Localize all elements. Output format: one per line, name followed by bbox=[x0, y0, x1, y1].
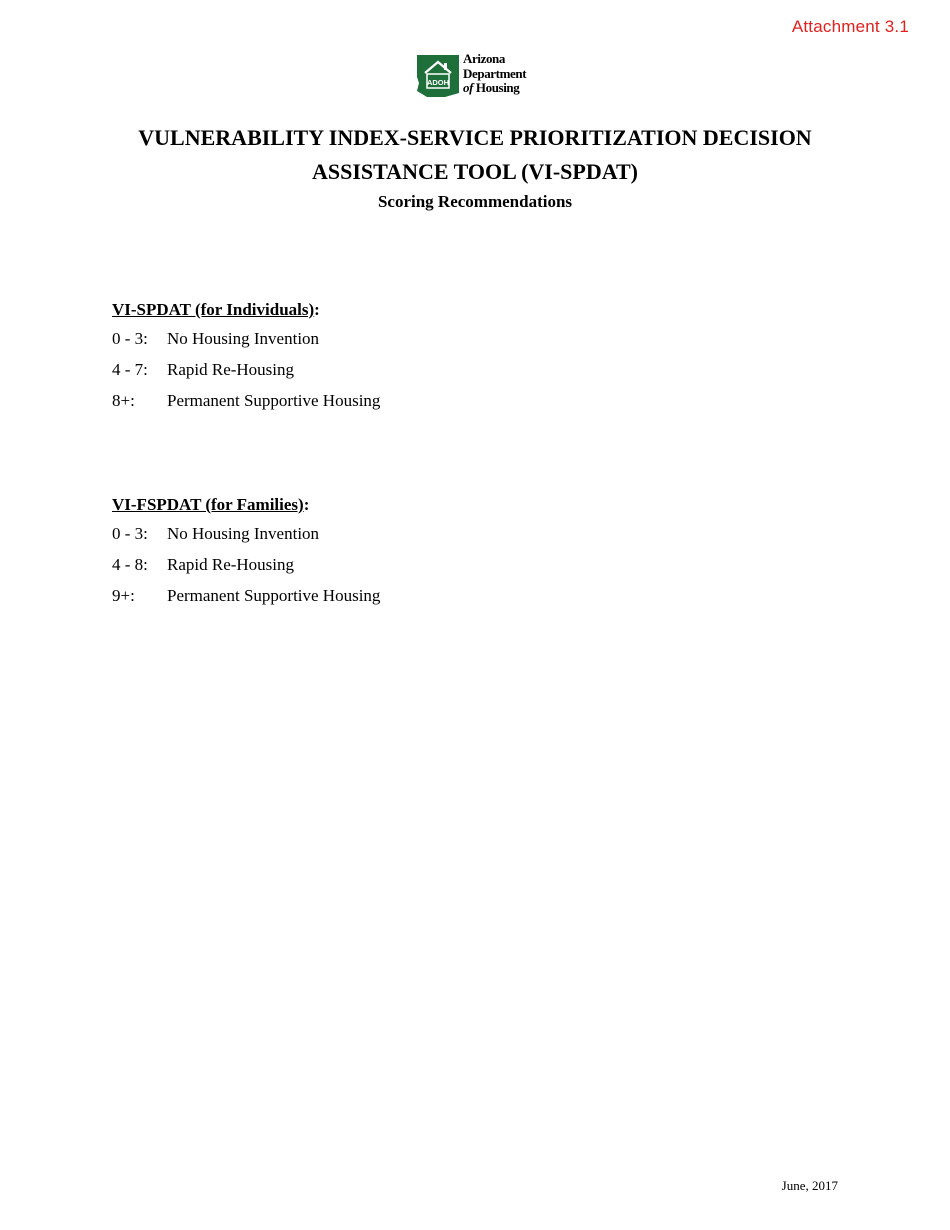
arizona-house-logo-icon bbox=[415, 53, 461, 99]
document-title bbox=[0, 121, 950, 189]
score-recommendation: Permanent Supportive Housing bbox=[167, 391, 381, 410]
title-line-1: VULNERABILITY INDEX-SERVICE PRIORITIZATION DECISION bbox=[138, 125, 812, 150]
logo-badge-text: ADOH bbox=[426, 78, 450, 87]
score-row bbox=[112, 385, 380, 416]
score-row bbox=[112, 323, 380, 354]
score-row bbox=[112, 354, 380, 385]
attachment-label: Attachment 3.1 bbox=[791, 17, 909, 36]
section-heading-text: VI-SPDAT (for Individuals) bbox=[112, 300, 315, 319]
logo-housing-word: Housing bbox=[475, 80, 520, 95]
document-subtitle: Scoring Recommendations bbox=[377, 192, 573, 211]
score-range: 4 - 7: bbox=[112, 360, 148, 379]
score-range: 4 - 8: bbox=[112, 555, 148, 574]
score-range: 9+: bbox=[112, 586, 135, 605]
logo-line-arizona: Arizona bbox=[463, 51, 505, 66]
section-individuals bbox=[112, 297, 380, 416]
footer-date: June, 2017 bbox=[781, 1178, 838, 1193]
score-range: 0 - 3: bbox=[112, 524, 148, 543]
score-recommendation: Rapid Re-Housing bbox=[167, 360, 295, 379]
logo-of: of bbox=[463, 80, 474, 95]
title-line-2: ASSISTANCE TOOL (VI-SPDAT) bbox=[311, 159, 638, 184]
logo-line-department: Department bbox=[463, 65, 527, 81]
score-range: 8+: bbox=[112, 391, 135, 410]
score-row bbox=[112, 518, 380, 549]
score-row bbox=[112, 580, 380, 611]
score-recommendation: Rapid Re-Housing bbox=[167, 555, 295, 574]
score-range: 0 - 3: bbox=[112, 329, 148, 348]
adoh-logo bbox=[415, 52, 550, 102]
score-recommendation: No Housing Invention bbox=[167, 524, 320, 543]
logo-wordmark bbox=[463, 52, 526, 96]
score-recommendation: Permanent Supportive Housing bbox=[167, 586, 381, 605]
section-heading-text: VI-FSPDAT (for Families) bbox=[112, 495, 304, 514]
logo-line-housing bbox=[463, 81, 526, 96]
section-heading: VI-SPDAT (for Individuals): bbox=[112, 300, 320, 319]
section-families bbox=[112, 492, 380, 611]
score-row bbox=[112, 549, 380, 580]
section-heading: VI-FSPDAT (for Families): bbox=[112, 495, 310, 514]
score-recommendation: No Housing Invention bbox=[167, 329, 320, 348]
